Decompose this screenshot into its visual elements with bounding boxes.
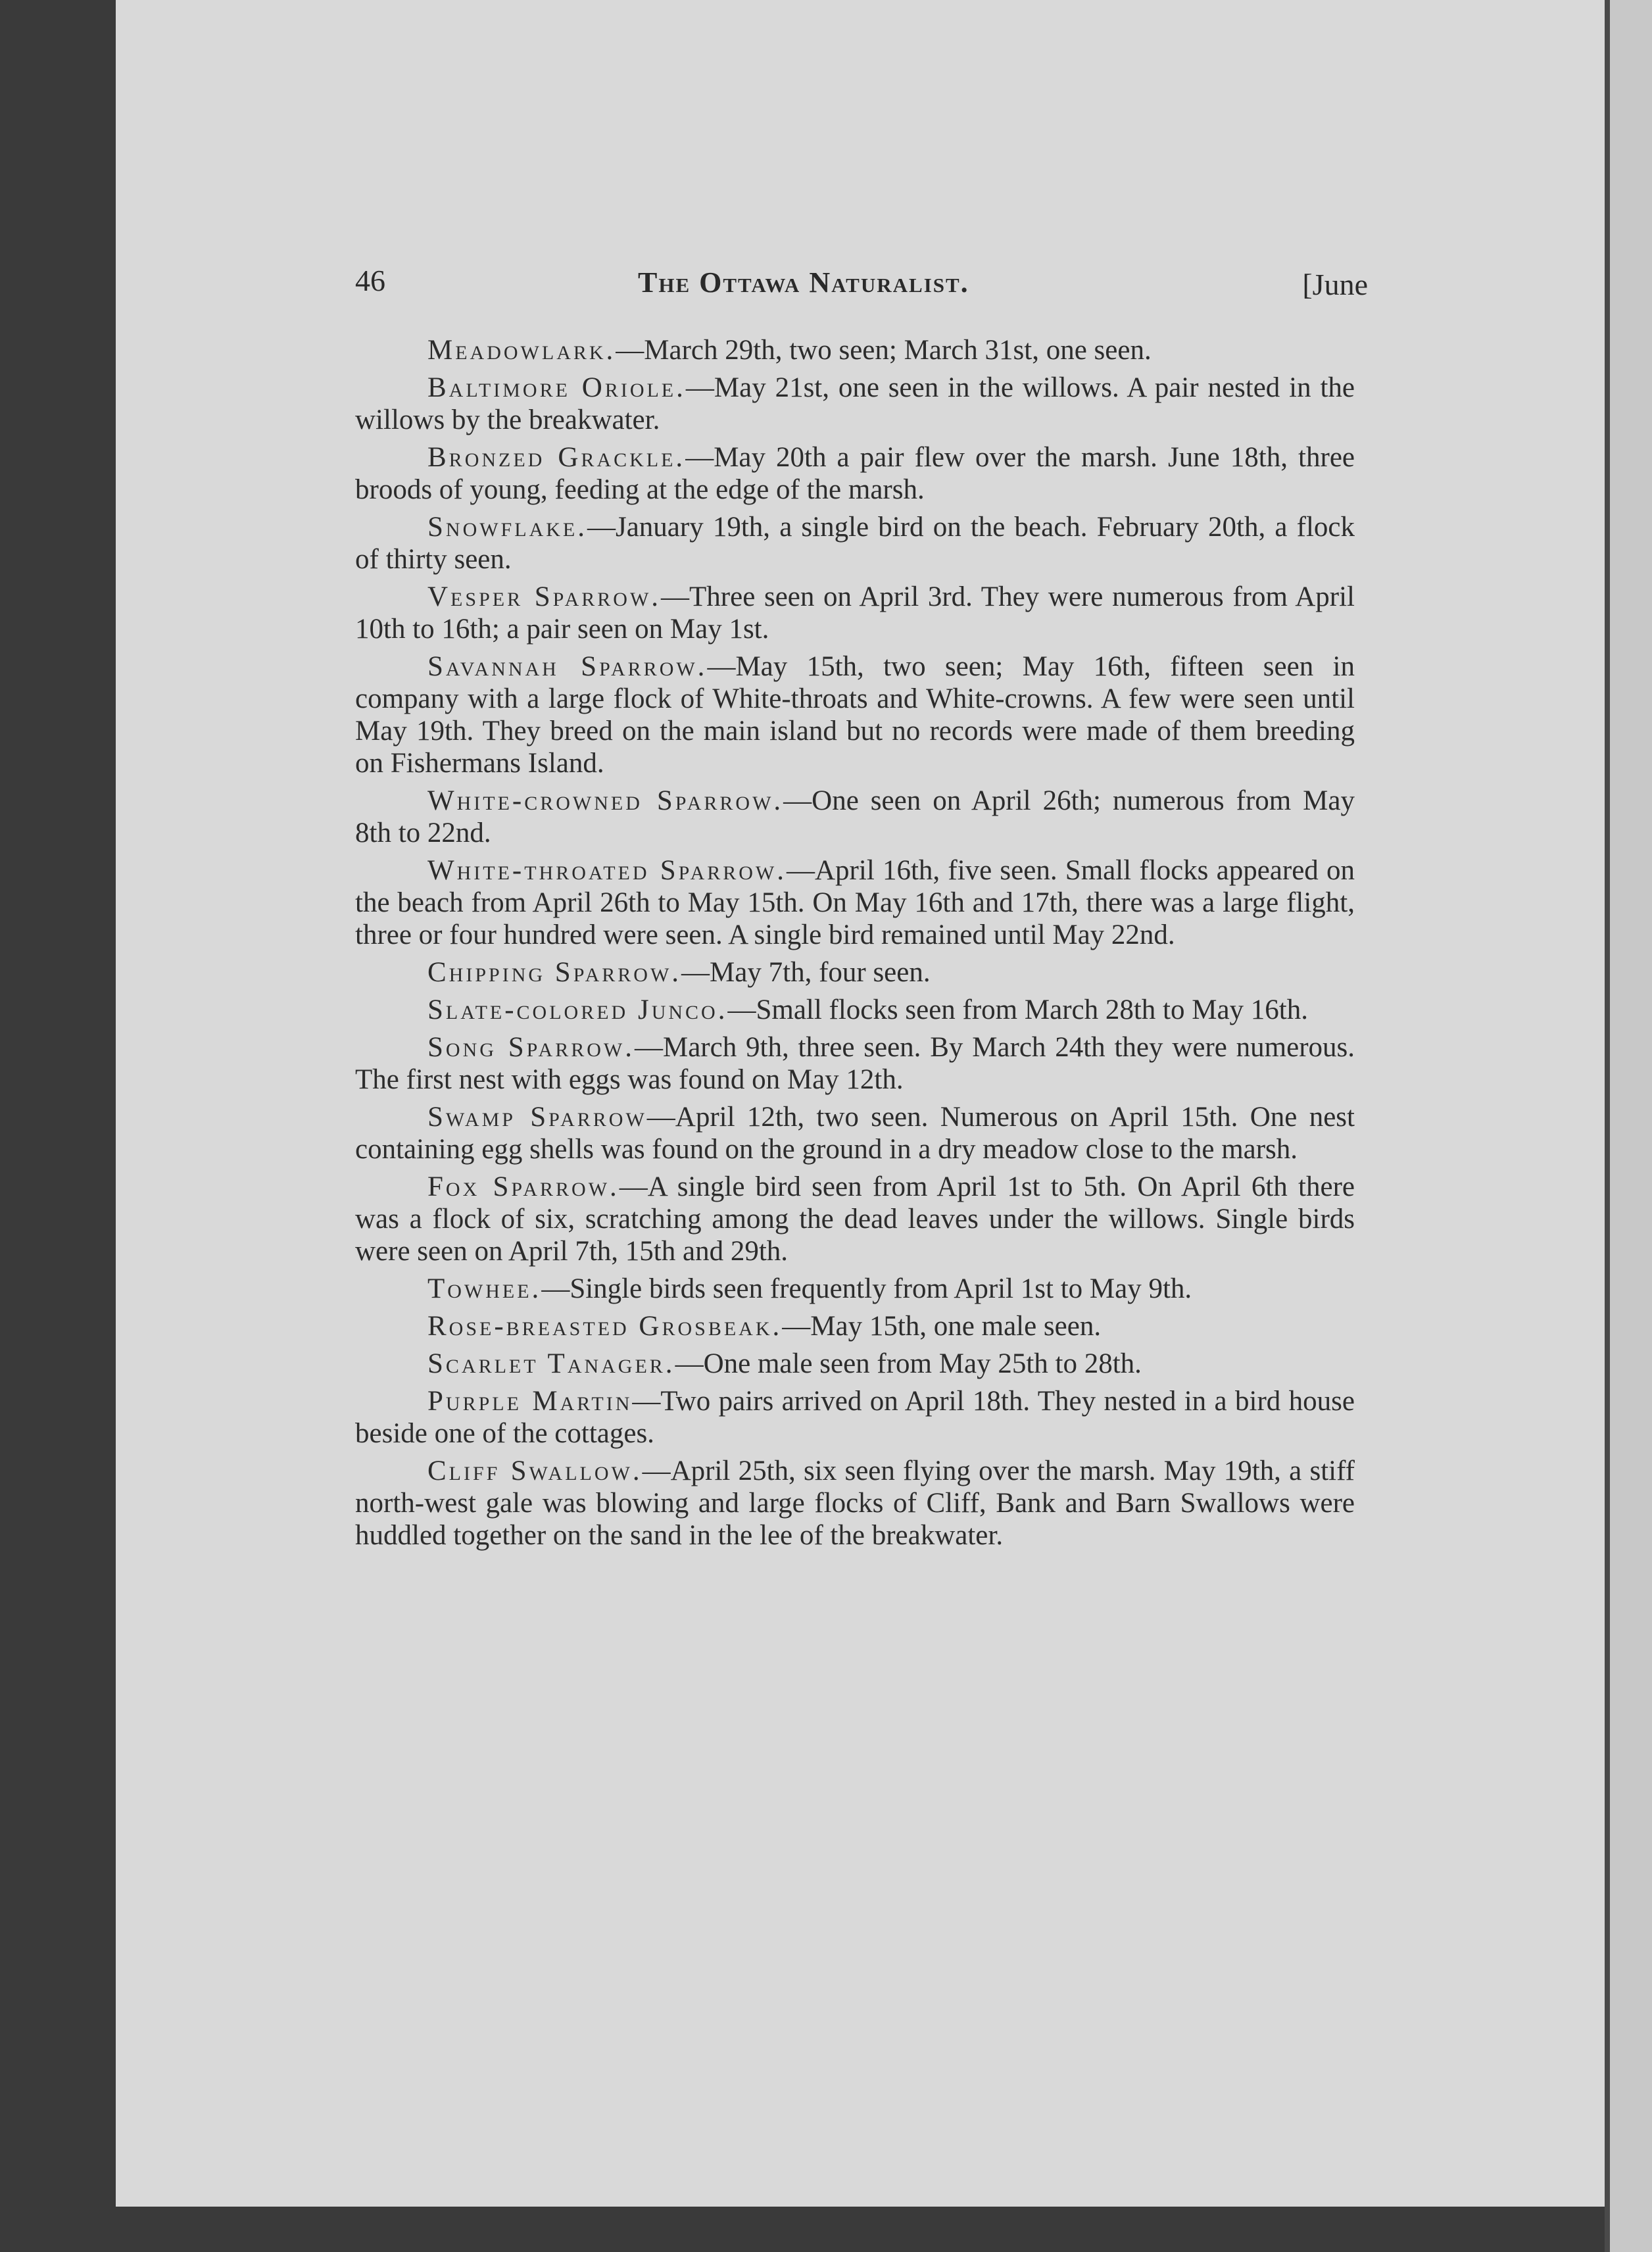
species-entry bbox=[355, 956, 1355, 989]
species-entry bbox=[355, 650, 1355, 779]
entry-text: —Two pairs arrived on April 18th. They nested in a bird house beside one of the cottages. bbox=[355, 1386, 1355, 1449]
species-entry bbox=[355, 1455, 1355, 1552]
entry-text: —Small flocks seen from March 28th to May 16th. bbox=[727, 994, 1309, 1025]
species-entry bbox=[355, 785, 1355, 849]
entry-text: —A single bird seen from April 1st to 5th. On April 6th there was a flock of six, scratching among the dead leaves under the willows. Single birds were seen on April 7th, 15th and 29th. bbox=[355, 1171, 1355, 1267]
species-entry bbox=[355, 511, 1355, 575]
entry-text: —March 29th, two seen; March 31st, one seen. bbox=[616, 335, 1152, 366]
page-number: 46 bbox=[355, 264, 385, 297]
species-name: Savannah Sparrow. bbox=[427, 651, 708, 682]
species-entry bbox=[355, 1385, 1355, 1450]
species-name: Purple Martin bbox=[427, 1386, 633, 1417]
article-body bbox=[355, 334, 1355, 1557]
species-name: White-throated Sparrow. bbox=[427, 855, 787, 886]
species-entry bbox=[355, 1171, 1355, 1267]
species-name: Swamp Sparrow bbox=[427, 1102, 647, 1133]
species-entry bbox=[355, 372, 1355, 436]
species-name: White-crowned Sparrow. bbox=[427, 785, 784, 816]
species-name: Cliff Swallow. bbox=[427, 1456, 643, 1486]
species-entry bbox=[355, 1101, 1355, 1165]
species-entry bbox=[355, 1310, 1355, 1342]
entry-text: —Three seen on April 3rd. They were numerous from April 10th to 16th; a pair seen on May 1st. bbox=[355, 581, 1355, 645]
species-name: Rose-breasted Grosbeak. bbox=[427, 1311, 783, 1342]
species-entry bbox=[355, 581, 1355, 645]
species-name: Bronzed Grackle. bbox=[427, 442, 686, 473]
species-entry bbox=[355, 994, 1355, 1026]
species-name: Snowflake. bbox=[427, 512, 587, 543]
entry-text: —April 12th, two seen. Numerous on April 15th. One nest containing egg shells was found on the ground in a dry meadow close to the marsh. bbox=[355, 1102, 1355, 1165]
entry-text: —May 7th, four seen. bbox=[681, 957, 931, 988]
entry-text: —April 25th, six seen flying over the marsh. May 19th, a stiff north-west gale was blowing and large flocks of Cliff, Bank and Barn Swallows were huddled together on the sand in the lee of the breakwater. bbox=[355, 1456, 1355, 1551]
entry-text: —January 19th, a single bird on the beach. February 20th, a flock of thirty seen. bbox=[355, 512, 1355, 575]
species-name: Meadowlark. bbox=[427, 335, 616, 366]
running-header bbox=[355, 263, 1368, 309]
entry-text: —Single birds seen frequently from April 1st to May 9th. bbox=[541, 1273, 1192, 1304]
entry-text: —April 16th, five seen. Small flocks appeared on the beach from April 26th to May 15th. On May 16th and 17th, there was a large flight, three or four hundred were seen. A single bird remained until May 22nd. bbox=[355, 855, 1355, 950]
species-name: Towhee. bbox=[427, 1273, 542, 1304]
species-name: Fox Sparrow. bbox=[427, 1171, 620, 1202]
species-name: Slate-colored Junco. bbox=[427, 994, 728, 1025]
species-name: Song Sparrow. bbox=[427, 1032, 635, 1063]
journal-title: The Ottawa Naturalist. bbox=[638, 266, 969, 299]
entry-text: —One male seen from May 25th to 28th. bbox=[675, 1348, 1142, 1379]
species-name: Chipping Sparrow. bbox=[427, 957, 682, 988]
species-entry bbox=[355, 1273, 1355, 1305]
entry-text: —May 15th, one male seen. bbox=[782, 1311, 1102, 1342]
issue-month: [June bbox=[1302, 268, 1368, 301]
species-entry bbox=[355, 441, 1355, 506]
facing-page-edge bbox=[1610, 0, 1652, 2252]
entry-text: —One seen on April 26th; numerous from May 8th to 22nd. bbox=[355, 785, 1355, 848]
species-name: Scarlet Tanager. bbox=[427, 1348, 675, 1379]
entry-text: —March 9th, three seen. By March 24th they were numerous. The first nest with eggs was found on May 12th. bbox=[355, 1032, 1355, 1095]
species-name: Baltimore Oriole. bbox=[427, 372, 686, 403]
species-entry bbox=[355, 334, 1355, 366]
entry-text: —May 15th, two seen; May 16th, fifteen seen in company with a large flock of White-throats and White-crowns. A few were seen until May 19th. They breed on the main island but no records were made of them breeding on Fishermans Island. bbox=[355, 651, 1355, 779]
entry-text: —May 21st, one seen in the willows. A pair nested in the willows by the breakwater. bbox=[355, 372, 1355, 435]
species-entry bbox=[355, 1031, 1355, 1096]
species-entry bbox=[355, 854, 1355, 951]
species-entry bbox=[355, 1348, 1355, 1380]
species-name: Vesper Sparrow. bbox=[427, 581, 662, 612]
entry-text: —May 20th a pair flew over the marsh. June 18th, three broods of young, feeding at the edge of the marsh. bbox=[355, 442, 1355, 505]
